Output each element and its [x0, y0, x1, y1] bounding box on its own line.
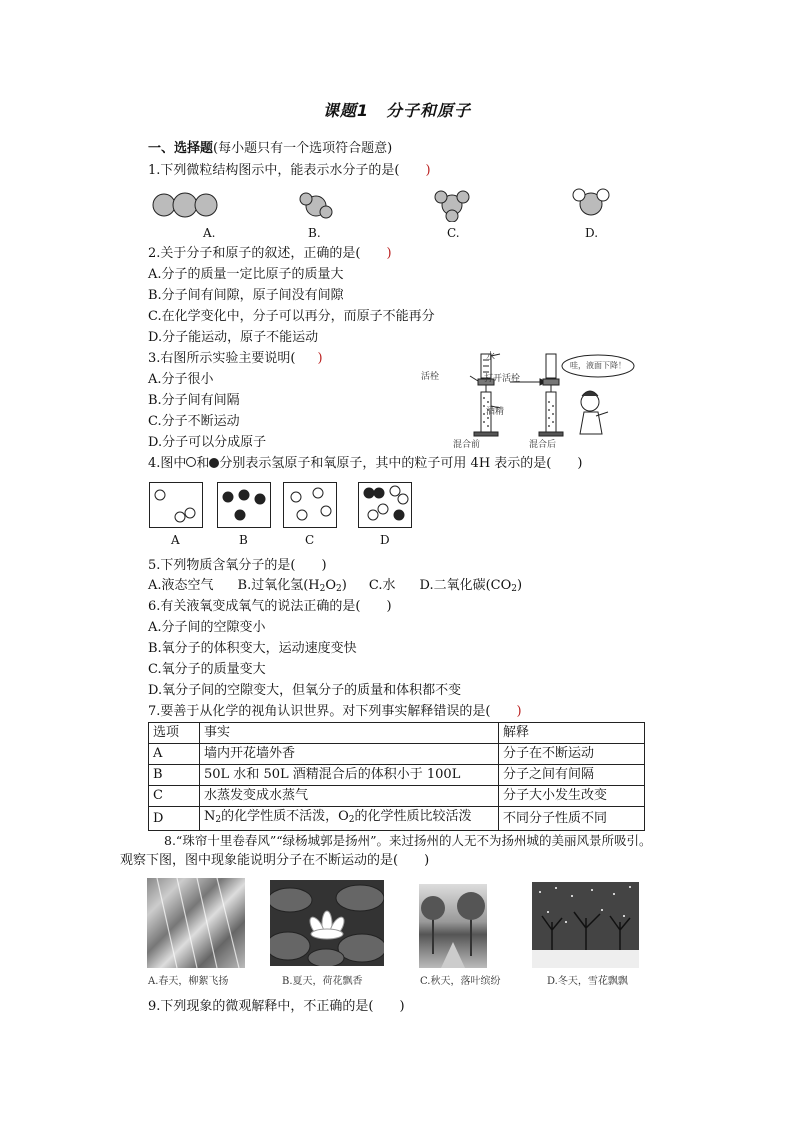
fig-alcohol-label: 酒精 [486, 407, 505, 417]
molecule-d-icon [570, 186, 612, 222]
q9-paren: ) [399, 999, 405, 1014]
q5-option-c: C.水 [368, 578, 396, 593]
q4-box-a [149, 482, 203, 528]
header-fact: 事实 [200, 723, 499, 744]
row-d-fact: $N_2$的化学性质不活泼，$O_2$的化学性质比较活泼 [200, 807, 499, 831]
header-option: 选项 [149, 723, 200, 744]
q1-option-b: B. [308, 226, 321, 240]
caption-c: C.秋天，落叶缤纷 [420, 976, 501, 987]
q4-stem-and: 和 [196, 456, 210, 471]
fig-before-label: 混合前 [453, 440, 481, 450]
section-label: 一、选择题 [148, 141, 214, 156]
q2-option-a: A.分子的质量一定比原子的质量大 [148, 267, 344, 282]
molecule-b-icon [296, 190, 336, 220]
q3-paren: ) [317, 351, 323, 366]
q2-paren: ) [386, 246, 392, 261]
q5-option-d: D.二氧化碳$(CO_2)$ [419, 578, 523, 594]
q2-option-b: B.分子间有间隙，原子间没有间隙 [148, 288, 344, 303]
q3-option-d: D.分子可以分成原子 [148, 435, 267, 450]
table-row [149, 765, 645, 786]
section-note: (每小题只有一个选项符合题意) [213, 141, 393, 156]
row-a-option: A [149, 744, 200, 765]
photo-winter-snow [532, 882, 639, 968]
q4-option-d: D [380, 533, 390, 547]
q1-option-a: A. [203, 226, 216, 240]
photo-spring-willow [147, 878, 245, 968]
q5-stem-text: 5.下列物质含氧分子的是( [148, 558, 296, 573]
q9-stem-text: 9.下列现象的微观解释中，不正确的是( [148, 999, 374, 1014]
table-row [149, 807, 645, 831]
q7-stem-text: 7.要善于从化学的视角认识世界。对下列事实解释错误的是( [148, 704, 491, 719]
table-row [149, 786, 645, 807]
q3-stem [148, 350, 323, 368]
caption-d: D.冬天，雪花飘飘 [547, 976, 628, 987]
q8-paren: ) [424, 853, 430, 868]
q5-option-a: A.液态空气 [148, 578, 214, 593]
section-heading [148, 140, 392, 158]
table-header-row [149, 723, 645, 744]
q5-stem [148, 557, 327, 575]
q2-stem [148, 245, 392, 263]
row-c-fact: 水蒸发变成水蒸气 [200, 786, 499, 807]
facts-table [148, 722, 645, 831]
fig-after-label: 混合后 [529, 440, 557, 450]
row-b-fact: 50L 水和 50L 酒精混合后的体积小于 100L [200, 765, 499, 786]
row-b-explain: 分子之间有间隔 [499, 765, 645, 786]
fig-speech-text: 哇，液面下降！ [570, 361, 626, 370]
caption-a: A.春天，柳絮飞扬 [148, 976, 229, 987]
q4-option-c: C [305, 533, 315, 547]
q4-box-c [283, 482, 337, 528]
q8-stem-1: 8.“珠帘十里卷春风”“绿杨城郭是扬州”。来过扬州的人无不为扬州城的美丽风景所吸引。 [164, 833, 652, 848]
q4-stem-pre: 4.图中 [148, 456, 187, 471]
q1-stem-text: 1.下列微粒结构图示中，能表示水分子的是( [148, 163, 400, 178]
q1-stem [148, 162, 431, 180]
q3-option-b: B.分子间有间隔 [148, 393, 240, 408]
q5-paren: ) [321, 558, 327, 573]
q2-option-c: C.在化学变化中，分子可以再分，而原子不能再分 [148, 309, 435, 324]
q8-stem-2-text: 观察下图，图中现象能说明分子在不断运动的是( [120, 853, 399, 868]
q4-paren: ) [577, 456, 583, 471]
q6-option-d: D.氧分子间的空隙变大，但氧分子的质量和体积都不变 [148, 683, 462, 698]
oxygen-atom-icon [209, 458, 219, 468]
q3-option-c: C.分子不断运动 [148, 414, 240, 429]
header-explain: 解释 [499, 723, 645, 744]
q1-option-c: C. [447, 226, 460, 240]
photo-autumn-leaves [419, 884, 487, 968]
q6-option-b: B.氧分子的体积变大，运动速度变快 [148, 641, 357, 656]
photo-summer-lotus [270, 880, 384, 966]
row-c-explain: 分子大小发生改变 [499, 786, 645, 807]
q4-option-b: B [239, 533, 248, 547]
q4-stem [148, 455, 582, 473]
q5-option-b: B.过氧化氢$(H_2O_2)$ [237, 578, 347, 594]
row-a-fact: 墙内开花墙外香 [200, 744, 499, 765]
fig-water-label: 水 [486, 352, 496, 362]
fig-stopcock-label: 活栓 [421, 372, 440, 382]
q6-paren: ) [386, 599, 392, 614]
q3-stem-text: 3.右图所示实验主要说明( [148, 351, 296, 366]
q7-stem [148, 703, 522, 721]
table-row [149, 744, 645, 765]
q4-box-d [358, 482, 412, 528]
q4-stem-rest: 分别表示氢原子和氧原子，其中的粒子可用 4H 表示的是( [219, 456, 552, 471]
molecule-c-icon [432, 188, 472, 222]
row-d-explain: 不同分子性质不同 [499, 807, 645, 831]
q4-option-a: A [171, 533, 180, 547]
molecule-a-icon [150, 190, 220, 220]
q2-option-d: D.分子能运动，原子不能运动 [148, 330, 319, 345]
q9-stem [148, 998, 405, 1016]
row-d-option: D [149, 807, 200, 831]
q1-option-d: D. [585, 226, 599, 240]
q5-options [148, 577, 522, 598]
q4-box-b [217, 482, 271, 528]
q1-paren: ) [425, 163, 431, 178]
q8-stem-2 [120, 852, 429, 870]
q6-option-a: A.分子间的空隙变小 [148, 620, 266, 635]
row-b-option: B [149, 765, 200, 786]
row-c-option: C [149, 786, 200, 807]
caption-b: B.夏天，荷花飘香 [282, 976, 363, 987]
q7-paren: ) [516, 704, 522, 719]
q2-stem-text: 2.关于分子和原子的叙述，正确的是( [148, 246, 361, 261]
q6-option-c: C.氧分子的质量变大 [148, 662, 266, 677]
q6-stem-text: 6.有关液氧变成氧气的说法正确的是( [148, 599, 361, 614]
fig-open-label: 打开活栓 [484, 374, 521, 384]
q6-stem [148, 598, 392, 616]
q3-option-a: A.分子很小 [148, 372, 214, 387]
row-a-explain: 分子在不断运动 [499, 744, 645, 765]
hydrogen-atom-icon [186, 457, 196, 467]
page-title: 课题1 分子和原子 [322, 101, 472, 120]
